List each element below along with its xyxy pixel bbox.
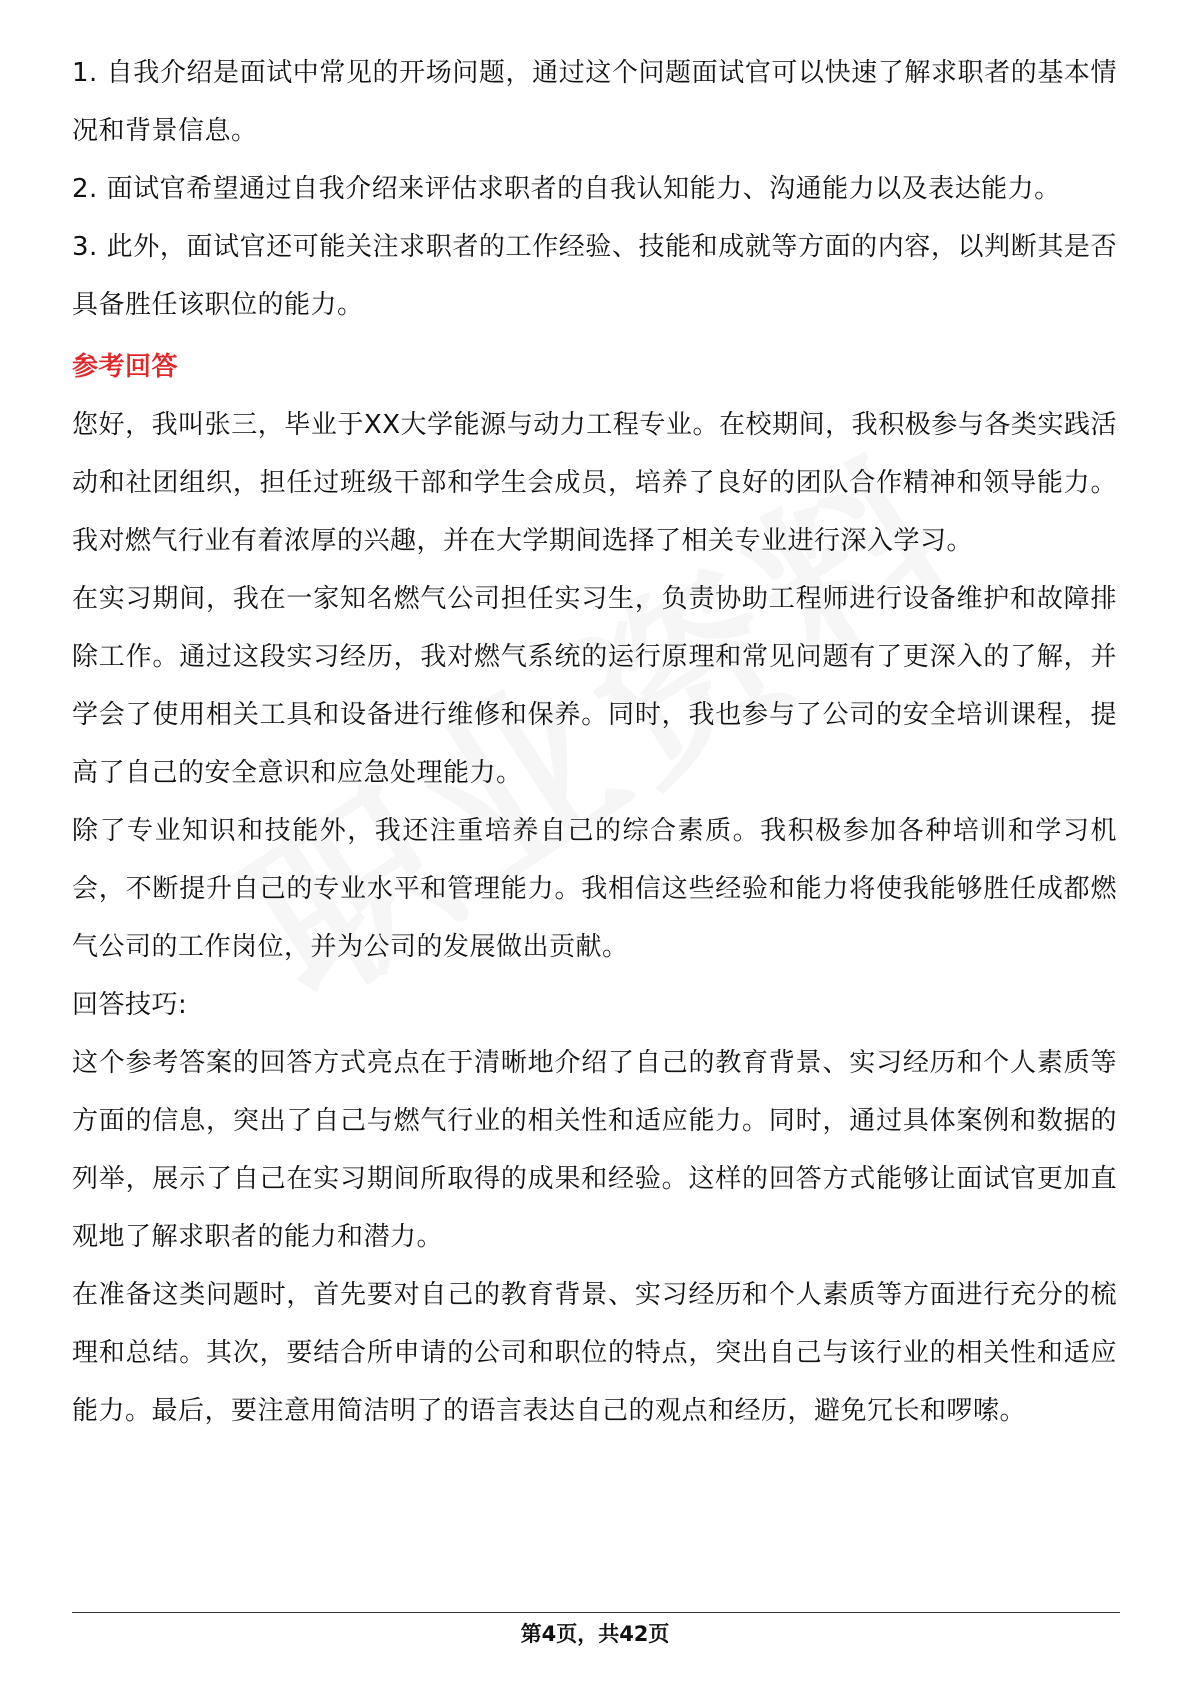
tips-paragraph-1: 这个参考答案的回答方式亮点在于清晰地介绍了自己的教育背景、实习经历和个人素质等方面的信息，突出了自己与燃气行业的相关性和适应能力。同时，通过具体案例和数据的列举，展示了自己在实习期间所取得的成果和经验。这样的回答方式能够让面试官更加直观地了解求职者的能力和潜力。 (72, 1048, 1117, 1252)
tips-heading: 回答技巧: (72, 990, 188, 1020)
tips-paragraph-2: 在准备这类问题时，首先要对自己的教育背景、实习经历和个人素质等方面进行充分的梳理和总结。其次，要结合所申请的公司和职位的特点，突出自己与该行业的相关性和适应能力。最后，要注意用简洁明了的语言表达自己的观点和经历，避免冗长和啰嗦。 (72, 1280, 1117, 1426)
reference-answer-heading: 参考回答 (72, 352, 179, 382)
footer-divider (72, 1612, 1120, 1613)
intro-point-3: 3. 此外，面试官还可能关注求职者的工作经验、技能和成就等方面的内容，以判断其是否具备胜任该职位的能力。 (72, 232, 1117, 320)
intro-point-2: 2. 面试官希望通过自我介绍来评估求职者的自我认知能力、沟通能力以及表达能力。 (72, 174, 1061, 204)
answer-paragraph-1: 您好，我叫张三，毕业于XX大学能源与动力工程专业。在校期间，我积极参与各类实践活动和社团组织，担任过班级干部和学生会成员，培养了良好的团队合作精神和领导能力。我对燃气行业有着浓厚的兴趣，并在大学期间选择了相关专业进行深入学习。 (72, 410, 1117, 556)
page-number: 第4页，共42页 (520, 1622, 670, 1646)
answer-paragraph-2: 在实习期间，我在一家知名燃气公司担任实习生，负责协助工程师进行设备维护和故障排除工作。通过这段实习经历，我对燃气系统的运行原理和常见问题有了更深入的了解，并学会了使用相关工具和设备进行维修和保养。同时，我也参与了公司的安全培训课程，提高了自己的安全意识和应急处理能力。 (72, 584, 1117, 788)
answer-paragraph-3: 除了专业知识和技能外，我还注重培养自己的综合素质。我积极参加各种培训和学习机会，不断提升自己的专业水平和管理能力。我相信这些经验和能力将使我能够胜任成都燃气公司的工作岗位，并为公司的发展做出贡献。 (72, 816, 1117, 962)
intro-point-1: 1. 自我介绍是面试中常见的开场问题，通过这个问题面试官可以快速了解求职者的基本情况和背景信息。 (72, 58, 1117, 146)
page-content (72, 44, 1117, 1440)
